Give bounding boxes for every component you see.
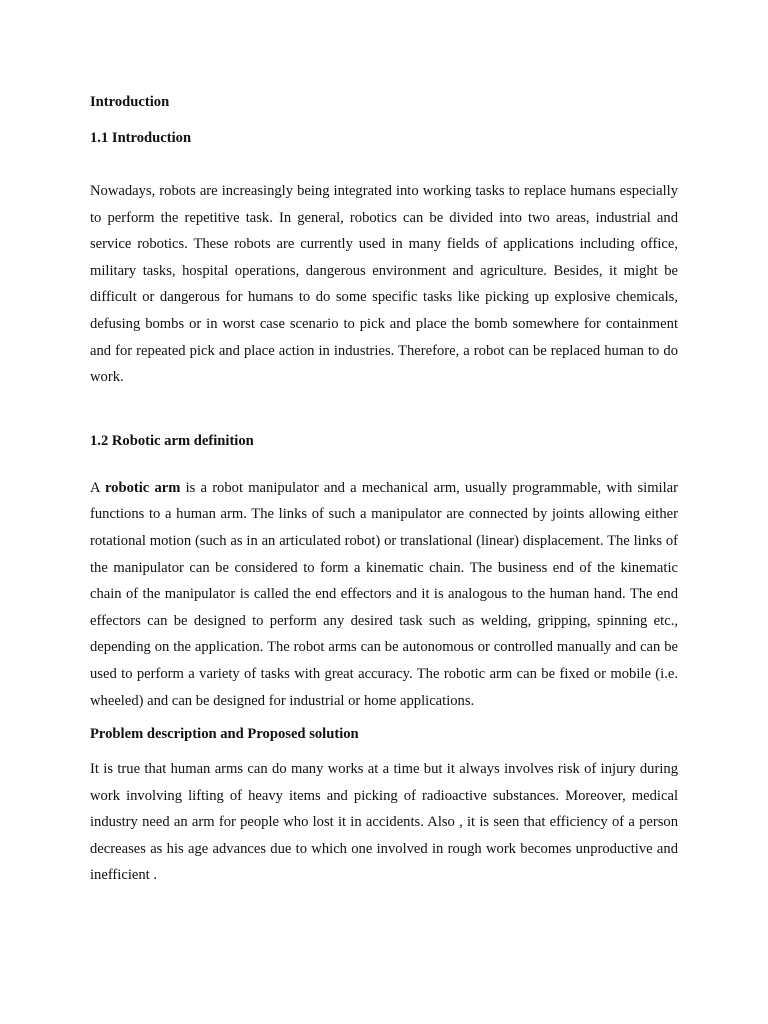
- section-heading-introduction: 1.1 Introduction: [90, 130, 192, 146]
- robotic-para-prefix: A: [90, 479, 105, 496]
- document-body: [90, 92, 678, 889]
- robotic-arm-term: robotic arm: [104, 479, 181, 496]
- introduction-paragraph: Nowadays, robots are increasingly being integrated into working tasks to replace humans especially to perform the repetitive task. In general, robotics can be divided into two areas, industrial and service robotics. These robots are currently used in many fields of applications including office, military tasks, hospital operations, dangerous environment and agriculture. Besides, it might be difficult or dangerous for humans to do some specific tasks like picking up explosive chemicals, defusing bombs or in worst case scenario to pick and place the bomb somewhere for containment and for repeated pick and place action in industries. Therefore, a robot can be replaced human to do work.: [90, 183, 678, 386]
- section-heading-robotic-arm: 1.2 Robotic arm definition: [90, 432, 254, 449]
- robotic-arm-paragraph: [90, 475, 678, 714]
- section-heading-problem: Problem description and Proposed solution: [90, 726, 359, 743]
- robotic-para-text: is a robot manipulator and a mechanical arm, usually programmable, with similar functions to a human arm. The links of such a manipulator are connected by joints allowing either rotational motion (such as in an articulated robot) or translational (linear) displacement. The links of the manipulator can be considered to form a kinematic chain. The business end of the kinematic chain of the manipulator is called the end effectors and it is analogous to the human hand. The end effectors can be designed to perform any desired task such as welding, gripping, spinning etc., depending on the application. The robot arms can be autonomous or controlled manually and can be used to perform a variety of tasks with great accuracy. The robotic arm can be fixed or mobile (i.e. wheeled) and can be designed for industrial or home applications.: [90, 479, 678, 709]
- section-title: Introduction: [90, 94, 170, 110]
- problem-paragraph: It is true that human arms can do many works at a time but it always involves risk of injury during work involving lifting of heavy items and picking of radioactive substances. Moreover, medical industry need an arm for people who lost it in accidents. Also , it is seen that efficiency of a person decreases as his age advances due to which one involved in rough work becomes unproductive and inefficient .: [90, 761, 678, 884]
